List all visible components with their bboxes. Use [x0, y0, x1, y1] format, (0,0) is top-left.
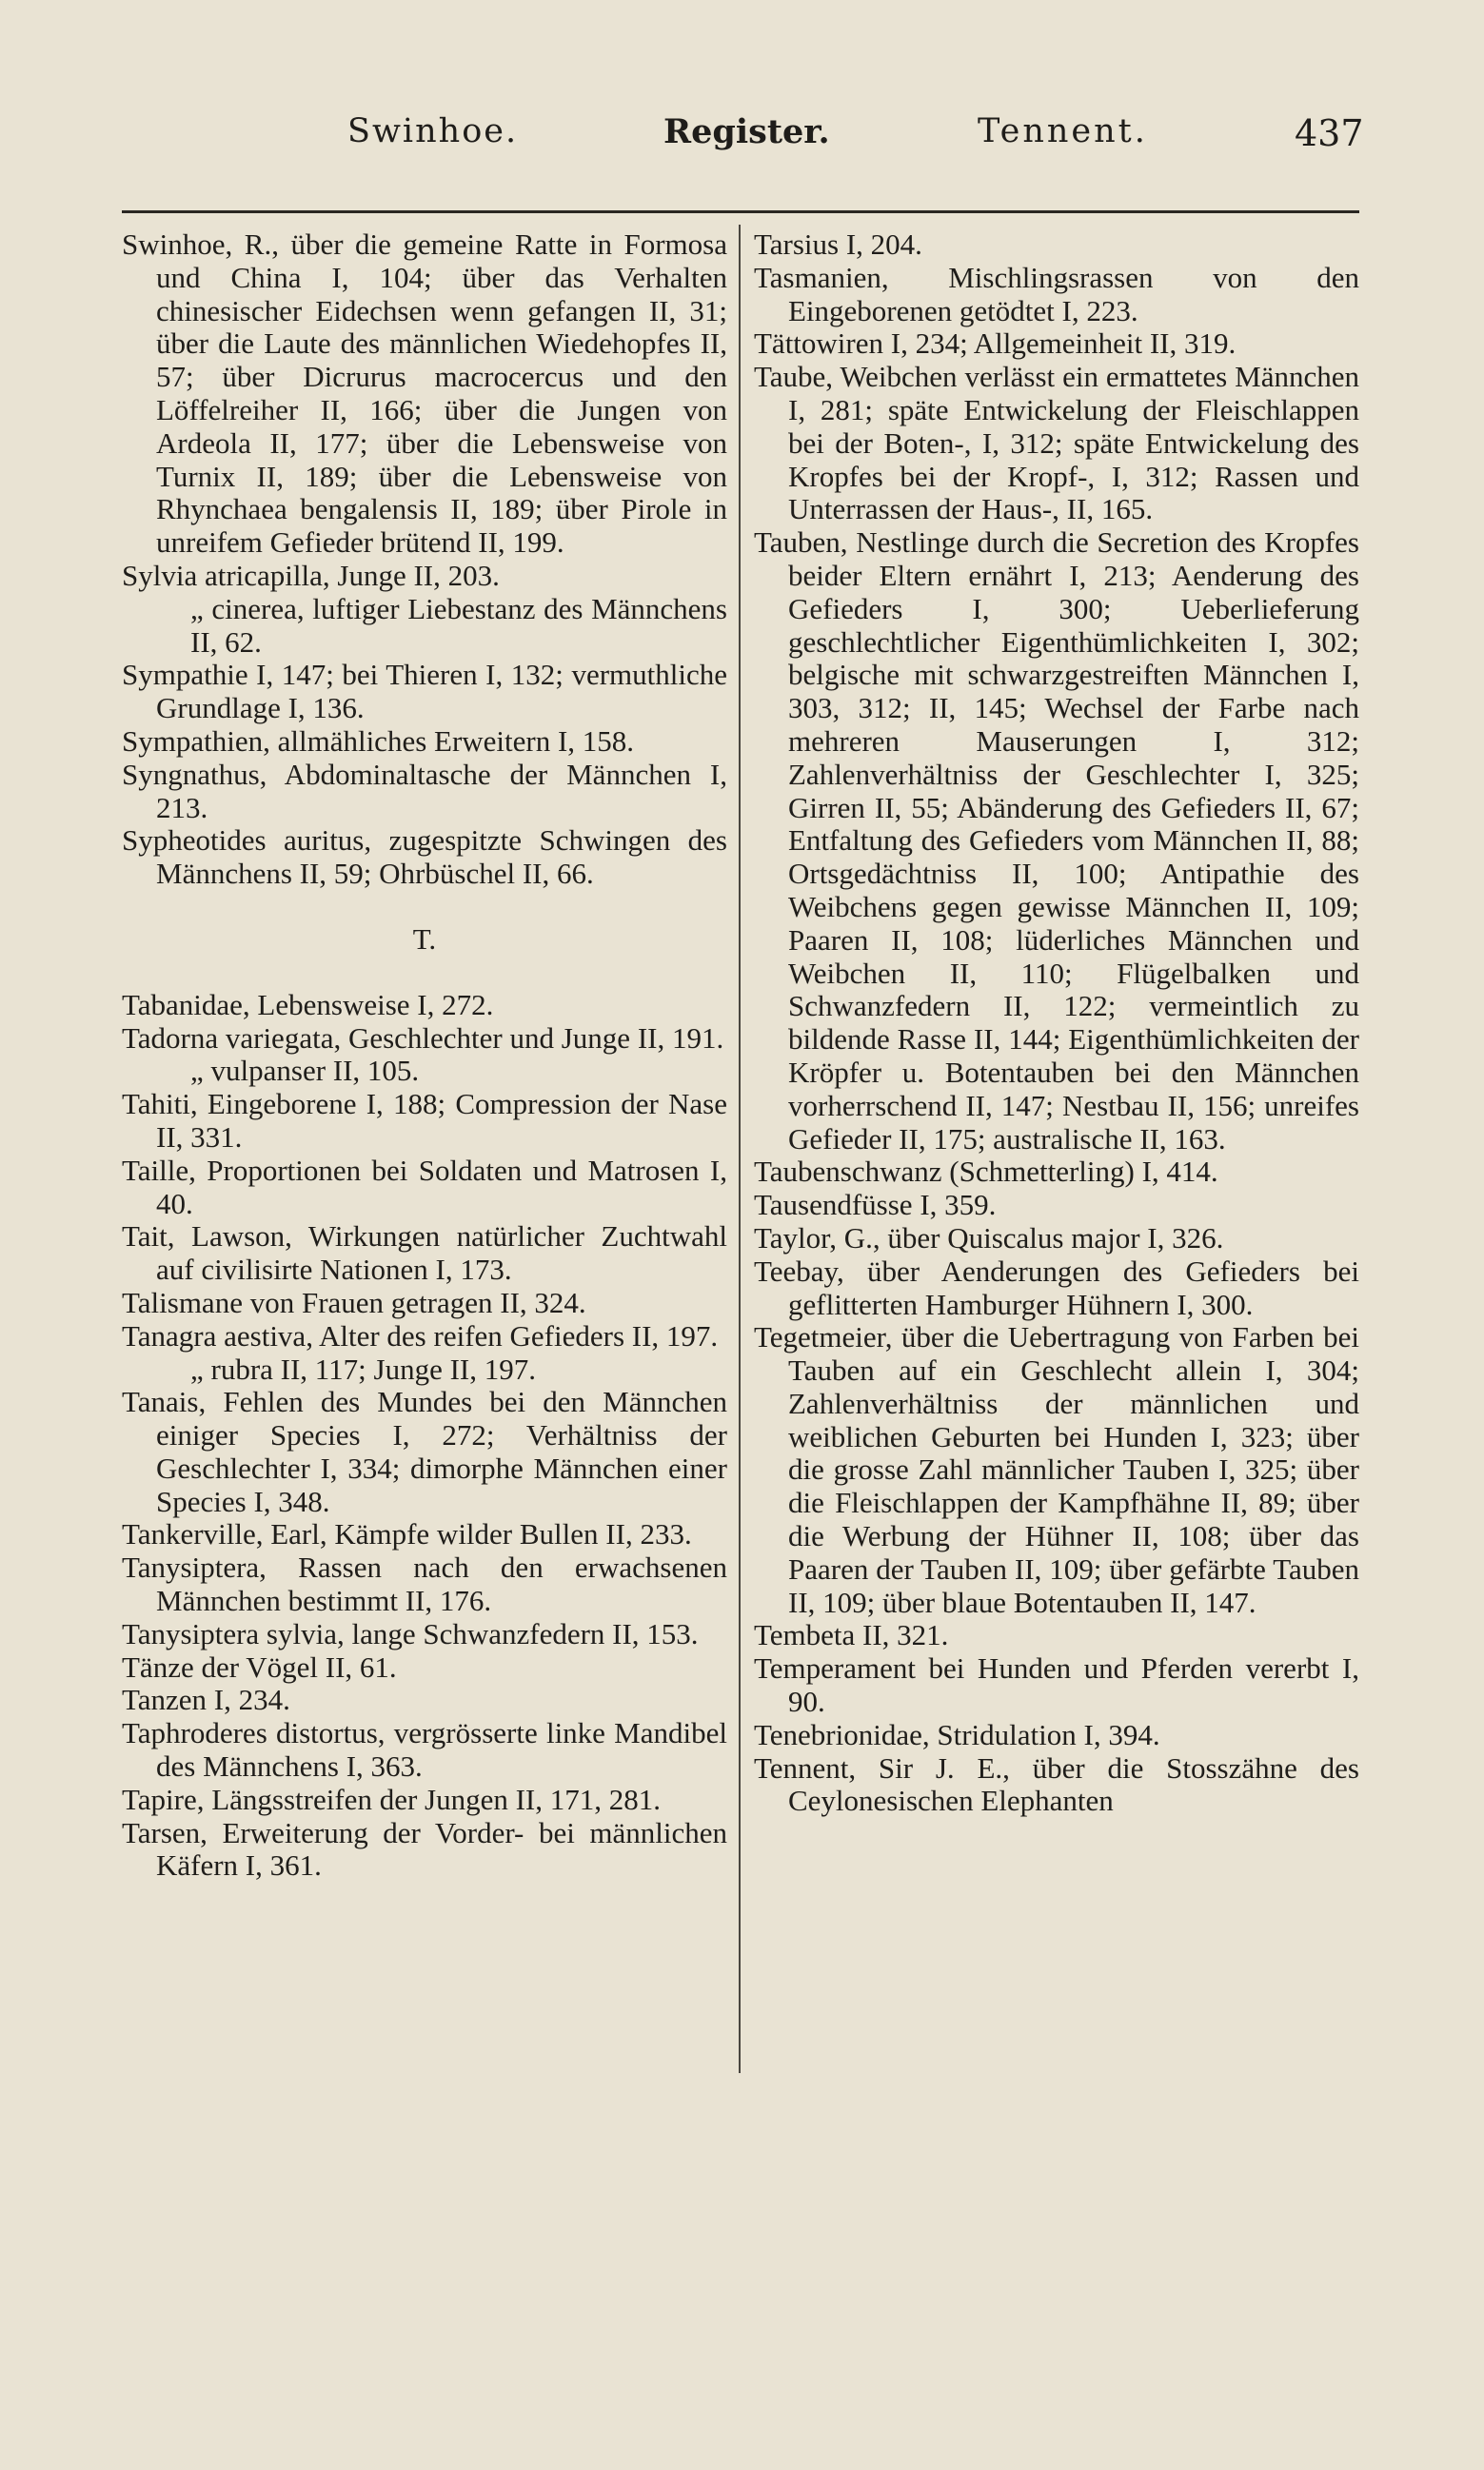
index-entry: Tanagra aestiva, Alter des reifen Gefieders II, 197.: [122, 1318, 719, 1353]
index-entry: Teebay, über Aenderungen des Gefieders bei geflitterten Hamburger Hühnern I, 300.: [754, 1254, 1359, 1321]
index-entry: Tättowiren I, 234; Allgemeinheit II, 319.: [754, 326, 1237, 361]
index-entry: Tadorna variegata, Geschlechter und Junge II, 191.: [122, 1020, 724, 1055]
index-entry: Sypheotides auritus, zugespitzte Schwingen des Männchens II, 59; Ohrbüschel II, 66.: [122, 823, 727, 891]
index-entry: Swinhoe, R., über die gemeine Ratte in Formosa und China I, 104; über das Verhalten chinesischer Eidechsen wenn gefangen II, 31; über die Laute des männlichen Wiedehopfes II, 57; über Dicrurus macrocercus und den Löffelreiher II, 166; über die Jungen von Ardeola II, 177; über die Lebensweise von Turnix II, 189; über die Lebensweise von Rhynchaea bengalensis II, 189; über Pirole in unreifem Gefieder brütend II, 199.: [122, 227, 727, 560]
index-entry: Taylor, G., über Quiscalus major I, 326.: [754, 1220, 1224, 1255]
index-entry: Tembeta II, 321.: [754, 1618, 949, 1652]
column-divider: [739, 225, 741, 2073]
index-entry: Tegetmeier, über die Uebertragung von Farben bei Tauben auf ein Geschlecht allein I, 304; Zahlenverhältniss der männlichen und weiblichen Geburten bei Hunden I, 323; über die grosse Zahl männlicher Tauben I, 325; über die Fleischlappen der Kampfhähne II, 89; über die Werbung der Hühner II, 108; über das Paaren der Tauben II, 109; über gefärbte Tauben II, 109; über blaue Botentauben II, 147.: [754, 1320, 1359, 1619]
left-column: [122, 228, 727, 1883]
index-entry: Temperament bei Hunden und Pferden vererbt I, 90.: [754, 1651, 1359, 1719]
index-entry: Tabanidae, Lebensweise I, 272.: [122, 987, 494, 1021]
index-entry: Tenebrionidae, Stridulation I, 394.: [754, 1717, 1160, 1751]
right-column: [754, 228, 1359, 1818]
index-entry: Tarsen, Erweiterung der Vorder- bei männlichen Käfern I, 361.: [122, 1815, 727, 1883]
page-number: 437: [1295, 112, 1364, 154]
index-subentry: „ vulpanser II, 105.: [190, 1054, 420, 1088]
index-entry: Tanais, Fehlen des Mundes bei den Männchen einiger Species I, 272; Verhältniss der Geschlechter I, 334; dimorphe Männchen einer Species I, 348.: [122, 1385, 727, 1518]
index-entry: Tasmanien, Mischlingsrassen von den Eingeborenen getödtet I, 223.: [754, 260, 1359, 327]
running-header: [0, 112, 1484, 160]
index-entry: Tanzen I, 234.: [122, 1683, 290, 1717]
index-entry: Sympathie I, 147; bei Thieren I, 132; vermuthliche Grundlage I, 136.: [122, 658, 727, 725]
header-title: Register.: [663, 112, 830, 151]
index-entry: Sympathien, allmähliches Erweitern I, 158.: [122, 723, 635, 758]
index-entry: Tausendfüsse I, 359.: [754, 1188, 997, 1222]
section-letter: T.: [412, 921, 437, 956]
header-rule: [122, 210, 1359, 213]
index-subentry: „ cinerea, luftiger Liebestanz des Männchens II, 62.: [190, 591, 727, 659]
index-entry: Tauben, Nestlinge durch die Secretion des Kropfes beider Eltern ernährt I, 213; Aenderung des Gefieders I, 300; Ueberlieferung geschlechtlicher Eigenthümlichkeiten I, 302; belgische mit schwarzgestreiften Männchen I, 303, 312; II, 145; Wechsel der Farbe nach mehreren Mauserungen I, 312; Zahlenverhältniss der Geschlechter I, 325; Girren II, 55; Abänderung des Gefieders II, 67; Entfaltung des Gefieders vom Männchen II, 88; Ortsgedächtniss II, 100; Antipathie des Weibchens gegen gewisse Männchen II, 109; Paaren II, 108; lüderliches Männchen und Weibchen II, 110; Flügelbalken und Schwanzfedern II, 122; vermeintlich zu bildende Rasse II, 144; Eigenthümlichkeiten der Kröpfer u. Botentauben bei den Männchen vorherrschend II, 147; Nestbau II, 156; unreifes Gefieder II, 175; australische II, 163.: [754, 525, 1359, 1156]
index-entry: Taube, Weibchen verlässt ein ermattetes Männchen I, 281; späte Entwickelung der Fleischlappen bei der Boten-, I, 312; späte Entwickelung des Kropfes bei der Kropf-, I, 312; Rassen und Unterrassen der Haus-, II, 165.: [754, 360, 1359, 526]
index-subentry: „ rubra II, 117; Junge II, 197.: [190, 1352, 536, 1386]
header-right-keyword: Tennent.: [978, 112, 1148, 150]
index-entry: Taubenschwanz (Schmetterling) I, 414.: [754, 1155, 1218, 1189]
index-entry: Tahiti, Eingeborene I, 188; Compression der Nase II, 331.: [122, 1087, 727, 1154]
index-entry: Tänze der Vögel II, 61.: [122, 1650, 397, 1684]
index-entry: Tankerville, Earl, Kämpfe wilder Bullen II, 233.: [122, 1517, 692, 1551]
index-entry: Talismane von Frauen getragen II, 324.: [122, 1285, 586, 1319]
header-left-keyword: Swinhoe.: [347, 112, 519, 150]
index-entry: Taille, Proportionen bei Soldaten und Matrosen I, 40.: [122, 1153, 727, 1220]
index-entry: Tarsius I, 204.: [754, 227, 922, 261]
index-entry: Tapire, Längsstreifen der Jungen II, 171, 281.: [122, 1782, 661, 1816]
index-entry: Sylvia atricapilla, Junge II, 203.: [122, 558, 500, 592]
index-entry: Tennent, Sir J. E., über die Stosszähne des Ceylonesischen Elephanten: [754, 1750, 1359, 1818]
index-entry: Syngnathus, Abdominaltasche der Männchen I, 213.: [122, 757, 727, 824]
index-entry: Taphroderes distortus, vergrösserte linke Mandibel des Männchens I, 363.: [122, 1716, 727, 1784]
index-entry: Tanysiptera sylvia, lange Schwanzfedern II, 153.: [122, 1616, 699, 1650]
index-entry: Tanysiptera, Rassen nach den erwachsenen Männchen bestimmt II, 176.: [122, 1551, 727, 1618]
index-entry: Tait, Lawson, Wirkungen natürlicher Zuchtwahl auf civilisirte Nationen I, 173.: [122, 1219, 727, 1287]
